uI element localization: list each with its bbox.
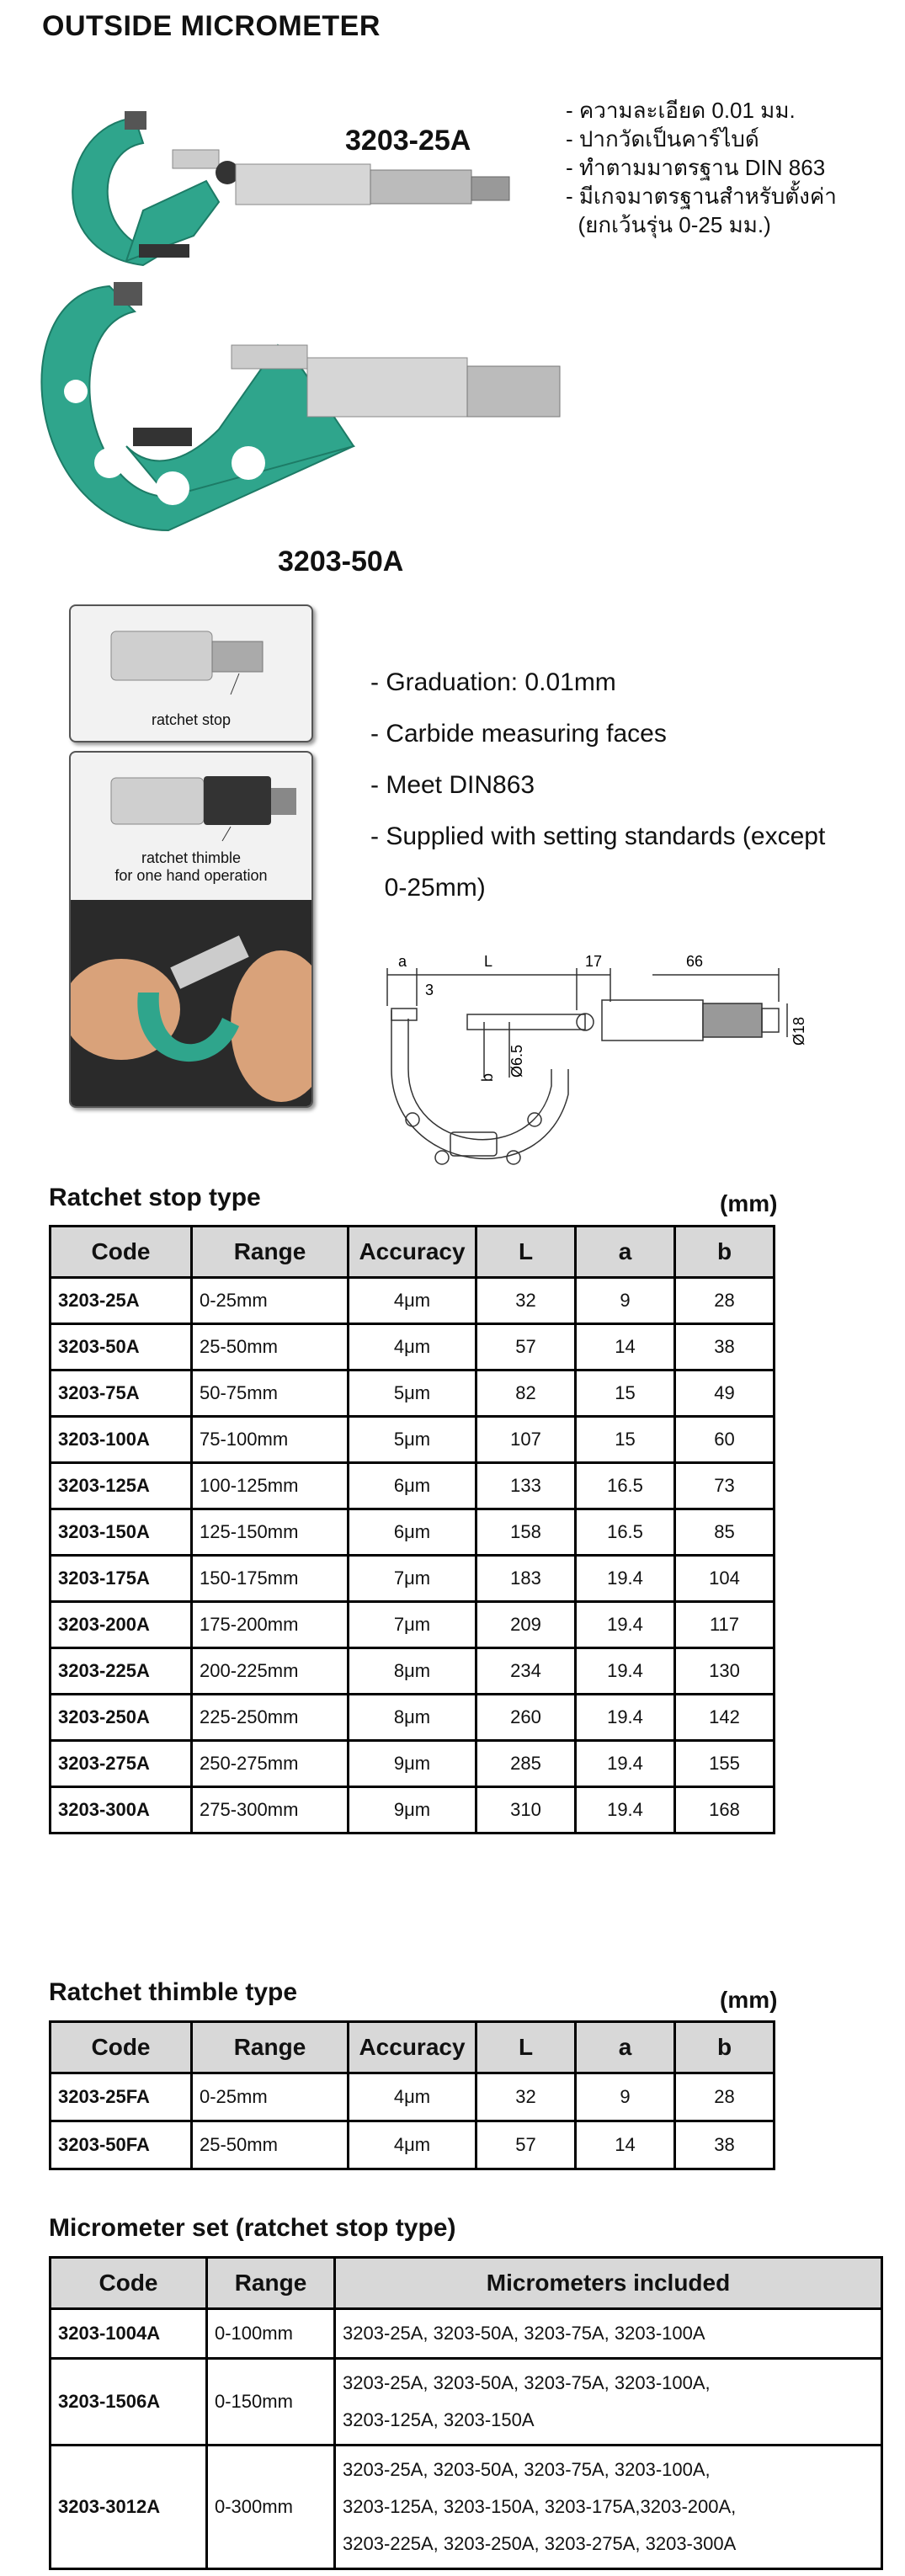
table-row	[51, 1463, 775, 1509]
set-included-cell	[335, 2309, 882, 2359]
table-cell: 6μm	[349, 1509, 476, 1556]
ratchet-stop-table	[49, 1225, 775, 1834]
thai-feature-notes	[566, 96, 837, 239]
column-header: Accuracy	[349, 2022, 476, 2073]
table-row	[51, 1509, 775, 1556]
table-cell: 158	[476, 1509, 576, 1556]
table-cell: 104	[675, 1556, 775, 1602]
table-cell: 133	[476, 1463, 576, 1509]
table-cell: 19.4	[576, 1787, 675, 1834]
table-cell: 100-125mm	[192, 1463, 349, 1509]
column-header: a	[576, 1227, 675, 1278]
thai-note: - มีเกจมาตรฐานสำหรับตั้งค่า	[566, 184, 837, 209]
table-cell: 234	[476, 1648, 576, 1695]
dim-L: L	[484, 953, 493, 970]
table-row	[51, 1417, 775, 1463]
thai-note: (ยกเว้นรุ่น 0-25 มม.)	[566, 212, 771, 237]
table-cell: 8μm	[349, 1648, 476, 1695]
table-cell: 19.4	[576, 1648, 675, 1695]
table-cell: 4μm	[349, 1324, 476, 1370]
table-row	[51, 1602, 775, 1648]
table-row	[51, 1324, 775, 1370]
table-cell: 3203-25FA	[51, 2073, 192, 2121]
included-line: 3203-225A, 3203-250A, 3203-275A, 3203-300A	[343, 2533, 737, 2554]
dim-66: 66	[686, 953, 704, 970]
column-header: L	[476, 2022, 576, 2073]
table-row	[51, 2359, 882, 2446]
table-cell: 142	[675, 1695, 775, 1741]
table-header-row	[51, 2022, 775, 2073]
table-cell: 3203-150A	[51, 1509, 192, 1556]
english-feature-list	[370, 657, 825, 913]
included-line: 3203-125A, 3203-150A, 3203-175A,3203-200A,	[343, 2496, 737, 2517]
table-cell: 28	[675, 1278, 775, 1324]
table-cell: 28	[675, 2073, 775, 2121]
page-title: OUTSIDE MICROMETER	[42, 10, 381, 42]
ratchet-stop-image	[71, 606, 311, 707]
table-row	[51, 2073, 775, 2121]
table-cell: 0-25mm	[192, 1278, 349, 1324]
table-cell: 7μm	[349, 1556, 476, 1602]
table-cell: 107	[476, 1417, 576, 1463]
table-cell: 57	[476, 2121, 576, 2169]
table-cell: 3203-125A	[51, 1463, 192, 1509]
micrometer-set-title: Micrometer set (ratchet stop type)	[49, 2214, 456, 2242]
dim-18: Ø18	[791, 1016, 807, 1046]
table-cell: 3203-250A	[51, 1695, 192, 1741]
table-cell: 32	[476, 1278, 576, 1324]
table-cell: 260	[476, 1695, 576, 1741]
set-code-cell: 3203-1004A	[51, 2309, 207, 2359]
table-cell: 3203-25A	[51, 1278, 192, 1324]
table-cell: 19.4	[576, 1602, 675, 1648]
table-cell: 155	[675, 1741, 775, 1787]
feature-item: - Meet DIN863	[370, 771, 535, 799]
micrometer-product-illustration	[25, 93, 564, 547]
model-label-small: 3203-25A	[345, 125, 471, 157]
set-code-cell: 3203-1506A	[51, 2359, 207, 2446]
included-line: 3203-25A, 3203-50A, 3203-75A, 3203-100A,	[343, 2459, 711, 2480]
dim-b: b	[479, 1072, 496, 1082]
table-cell: 19.4	[576, 1556, 675, 1602]
table-row	[51, 2309, 882, 2359]
table-row	[51, 2446, 882, 2569]
table-cell: 3203-175A	[51, 1556, 192, 1602]
table-cell: 3203-275A	[51, 1741, 192, 1787]
table-cell: 3203-50A	[51, 1324, 192, 1370]
table-row	[51, 1648, 775, 1695]
table-cell: 38	[675, 2121, 775, 2169]
table-row	[51, 1741, 775, 1787]
table-cell: 9	[576, 1278, 675, 1324]
ratchet-thimble-table	[49, 2020, 775, 2170]
column-header: Range	[192, 2022, 349, 2073]
table-cell: 73	[675, 1463, 775, 1509]
table-row	[51, 1370, 775, 1417]
table-cell: 15	[576, 1417, 675, 1463]
table-row	[51, 1695, 775, 1741]
feature-item: - Graduation: 0.01mm	[370, 668, 616, 696]
ratchet-stop-caption: ratchet stop	[151, 711, 232, 728]
dim-3: 3	[425, 982, 434, 998]
table-cell: 15	[576, 1370, 675, 1417]
table-header-row	[51, 1227, 775, 1278]
micrometer-set-table	[49, 2256, 883, 2570]
feature-item: - Carbide measuring faces	[370, 720, 667, 748]
table-cell: 32	[476, 2073, 576, 2121]
thai-note: - ปากวัดเป็นคาร์ไบด์	[566, 126, 759, 152]
table-cell: 38	[675, 1324, 775, 1370]
table-cell: 175-200mm	[192, 1602, 349, 1648]
table-cell: 4μm	[349, 1278, 476, 1324]
ratchet-thimble-photo-box	[69, 751, 313, 1108]
table-cell: 3203-50FA	[51, 2121, 192, 2169]
table-cell: 310	[476, 1787, 576, 1834]
set-code-cell: 3203-3012A	[51, 2446, 207, 2569]
feature-item: - Supplied with setting standards (except	[370, 822, 826, 850]
table-cell: 130	[675, 1648, 775, 1695]
table-cell: 7μm	[349, 1602, 476, 1648]
set-range-cell: 0-150mm	[207, 2359, 335, 2446]
ratchet-thimble-title: Ratchet thimble type	[49, 1978, 298, 2006]
table-cell: 25-50mm	[192, 2121, 349, 2169]
ratchet-thimble-caption: ratchet thimble	[141, 849, 242, 866]
micrometer-50a-image	[41, 282, 560, 530]
table-cell: 8μm	[349, 1695, 476, 1741]
table-cell: 3203-300A	[51, 1787, 192, 1834]
set-included-cell	[335, 2446, 882, 2569]
table-cell: 9	[576, 2073, 675, 2121]
model-label-large: 3203-50A	[278, 546, 404, 577]
table-cell: 4μm	[349, 2073, 476, 2121]
table-cell: 14	[576, 1324, 675, 1370]
table-cell: 85	[675, 1509, 775, 1556]
included-line: 3203-25A, 3203-50A, 3203-75A, 3203-100A	[343, 2323, 705, 2344]
included-line: 3203-125A, 3203-150A	[343, 2409, 535, 2430]
table-cell: 150-175mm	[192, 1556, 349, 1602]
table-cell: 75-100mm	[192, 1417, 349, 1463]
table-cell: 0-25mm	[192, 2073, 349, 2121]
set-included-cell	[335, 2359, 882, 2446]
ratchet-stop-unit: (mm)	[720, 1190, 778, 1216]
ratchet-thimble-caption-2: for one hand operation	[114, 867, 268, 884]
table-cell: 5μm	[349, 1417, 476, 1463]
table-cell: 16.5	[576, 1463, 675, 1509]
column-header: b	[675, 1227, 775, 1278]
table-cell: 285	[476, 1741, 576, 1787]
thai-note: - ความละเอียด 0.01 มม.	[566, 98, 796, 123]
table-cell: 200-225mm	[192, 1648, 349, 1695]
table-header-row	[51, 2258, 882, 2309]
column-header: Micrometers included	[335, 2258, 882, 2309]
table-cell: 275-300mm	[192, 1787, 349, 1834]
table-cell: 9μm	[349, 1741, 476, 1787]
ratchet-thimble-image	[71, 753, 311, 845]
ratchet-stop-photo-box	[69, 604, 313, 742]
table-row	[51, 1556, 775, 1602]
column-header: Range	[192, 1227, 349, 1278]
table-row	[51, 1787, 775, 1834]
table-cell: 82	[476, 1370, 576, 1417]
dim-17: 17	[585, 953, 603, 970]
set-range-cell: 0-300mm	[207, 2446, 335, 2569]
column-header: Accuracy	[349, 1227, 476, 1278]
ratchet-stop-title: Ratchet stop type	[49, 1184, 261, 1211]
table-cell: 25-50mm	[192, 1324, 349, 1370]
table-cell: 3203-100A	[51, 1417, 192, 1463]
table-cell: 5μm	[349, 1370, 476, 1417]
table-cell: 19.4	[576, 1695, 675, 1741]
table-cell: 16.5	[576, 1509, 675, 1556]
table-cell: 117	[675, 1602, 775, 1648]
table-cell: 9μm	[349, 1787, 476, 1834]
dimension-diagram	[375, 951, 812, 1191]
table-cell: 6μm	[349, 1463, 476, 1509]
table-cell: 125-150mm	[192, 1509, 349, 1556]
column-header: a	[576, 2022, 675, 2073]
dim-6-5: Ø6.5	[508, 1044, 525, 1078]
feature-item: 0-25mm)	[370, 874, 486, 902]
table-row	[51, 2121, 775, 2169]
table-cell: 225-250mm	[192, 1695, 349, 1741]
set-range-cell: 0-100mm	[207, 2309, 335, 2359]
dim-a: a	[398, 953, 407, 970]
column-header: Range	[207, 2258, 335, 2309]
column-header: Code	[51, 1227, 192, 1278]
hand-operation-photo	[71, 900, 311, 1106]
table-cell: 183	[476, 1556, 576, 1602]
column-header: b	[675, 2022, 775, 2073]
table-cell: 19.4	[576, 1741, 675, 1787]
column-header: Code	[51, 2258, 207, 2309]
table-cell: 3203-225A	[51, 1648, 192, 1695]
table-cell: 60	[675, 1417, 775, 1463]
table-cell: 209	[476, 1602, 576, 1648]
column-header: Code	[51, 2022, 192, 2073]
table-cell: 250-275mm	[192, 1741, 349, 1787]
table-row	[51, 1278, 775, 1324]
thai-note: - ทำตามมาตรฐาน DIN 863	[566, 155, 826, 180]
table-cell: 57	[476, 1324, 576, 1370]
table-cell: 50-75mm	[192, 1370, 349, 1417]
table-cell: 4μm	[349, 2121, 476, 2169]
table-cell: 3203-75A	[51, 1370, 192, 1417]
table-cell: 49	[675, 1370, 775, 1417]
ratchet-thimble-unit: (mm)	[720, 1987, 778, 2013]
table-cell: 14	[576, 2121, 675, 2169]
table-cell: 168	[675, 1787, 775, 1834]
column-header: L	[476, 1227, 576, 1278]
included-line: 3203-25A, 3203-50A, 3203-75A, 3203-100A,	[343, 2372, 711, 2393]
table-cell: 3203-200A	[51, 1602, 192, 1648]
